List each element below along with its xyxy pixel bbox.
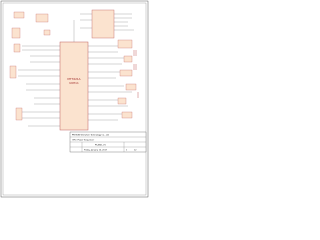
title-name: CPU / Power Sequencer: [72, 139, 95, 142]
title-sheet-name: PS-IB01_V1: [95, 144, 106, 147]
schematic-sheet: [0, 0, 149, 198]
title-date: Friday, January 10, 2017: [84, 149, 108, 152]
left-nets: [18, 46, 60, 126]
resistor-bank: [134, 50, 138, 98]
ic-label-line2: U0H11: [69, 81, 79, 85]
right-components: [118, 40, 136, 118]
left-components: [10, 12, 50, 120]
title-company: PROSUN Shenzhen Technology Co., Ltd: [72, 134, 109, 137]
title-block: [70, 132, 146, 152]
title-sheet-number: 1: [126, 149, 128, 152]
main-ic-block: [60, 42, 88, 130]
top-right-block: [92, 10, 114, 38]
ic-label-line1: MT7621A: [67, 77, 81, 81]
title-of: 12: [134, 149, 137, 152]
